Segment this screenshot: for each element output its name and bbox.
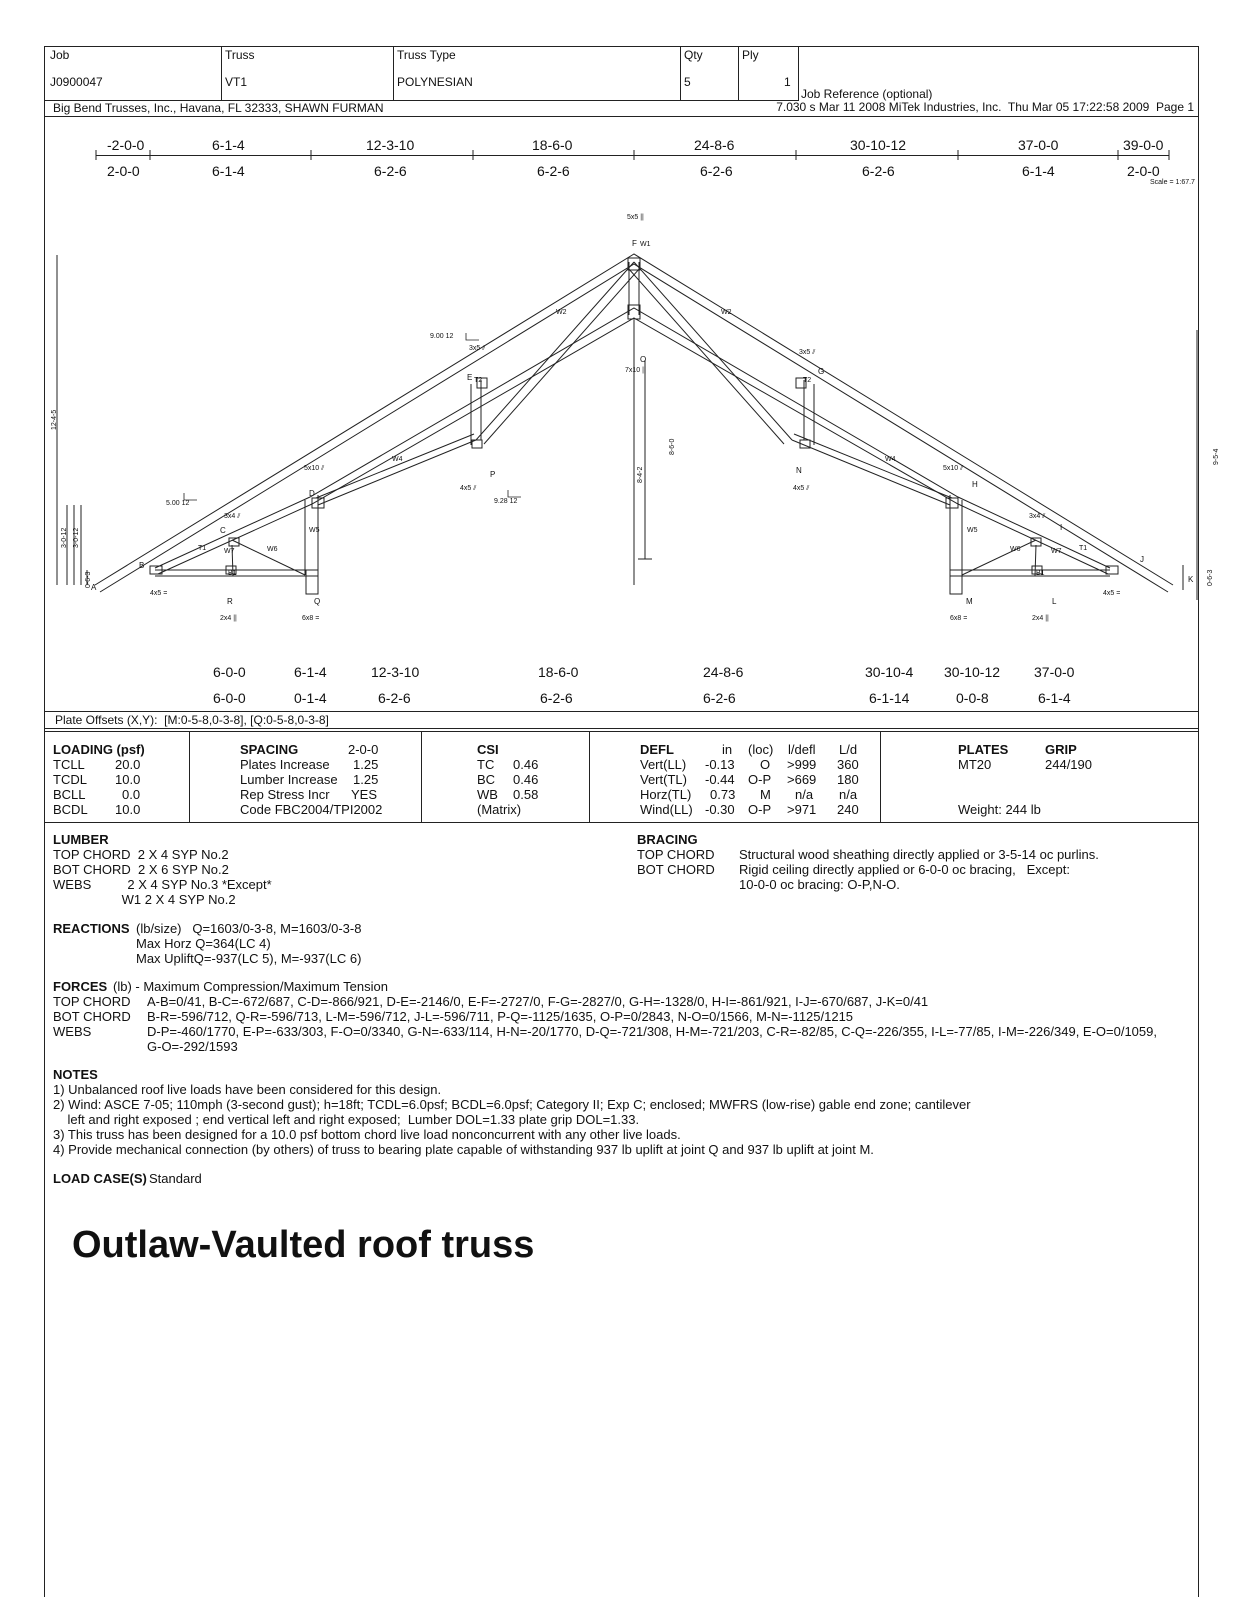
joint-label: H	[972, 480, 978, 489]
plate-offsets: Plate Offsets (X,Y): [M:0-5-8,0-3-8], [Q:0-5-8,0-3-8]	[55, 713, 329, 727]
dim-bottom-lower: 6-2-6	[378, 690, 411, 706]
spacing-val: 1.25	[353, 772, 379, 787]
joint-label: K	[1188, 575, 1194, 584]
dim-top-upper: 37-0-0	[1018, 137, 1059, 153]
weight-value: Weight: 244 lb	[958, 802, 1041, 817]
spacing-key: Rep Stress Incr	[240, 787, 330, 802]
defl-cell: 240	[837, 802, 859, 817]
loading-key: BCDL	[53, 802, 88, 817]
csi-value: 0.46	[513, 757, 539, 772]
joint-label: J	[1140, 555, 1144, 564]
member-label: T1	[198, 545, 207, 552]
ply-value: 1	[784, 75, 791, 89]
job-label: Job	[50, 48, 70, 62]
bracing-text: 10-0-0 oc bracing: O-P,N-O.	[739, 877, 900, 892]
reactions-line: Max Horz Q=364(LC 4)	[136, 936, 271, 951]
dim-bottom-lower: 6-2-6	[540, 690, 573, 706]
dim-bottom-lower: 6-1-4	[1038, 690, 1071, 706]
joint-label: L	[1052, 597, 1057, 606]
dim-bottom-lower: 0-0-8	[956, 690, 989, 706]
csi-value: 0.46	[513, 772, 539, 787]
truss-type-label: Truss Type	[397, 48, 456, 62]
member-label: W2	[556, 309, 567, 316]
dim-bottom-upper: 30-10-4	[865, 664, 914, 680]
dim-bottom-upper: 30-10-12	[944, 664, 1001, 680]
csi-title: CSI	[477, 742, 499, 757]
dim-top-upper: 6-1-4	[212, 137, 245, 153]
defl-cell: n/a	[795, 787, 814, 802]
height-label: 3-0-12	[73, 527, 80, 548]
spacing-value: 2-0-0	[348, 742, 379, 757]
defl-cell: 0.73	[710, 787, 736, 802]
member-label: B1	[1036, 570, 1045, 577]
dim-top-upper: 24-8-6	[694, 137, 735, 153]
dim-top-upper: 12-3-10	[366, 137, 415, 153]
dim-bottom-upper: 18-6-0	[538, 664, 579, 680]
job-reference: Job Reference (optional)	[801, 87, 933, 101]
load-case-value: Standard	[149, 1171, 202, 1186]
dim-top-lower: 2-0-0	[1127, 163, 1160, 179]
defl-col: L/d	[839, 742, 858, 757]
forces-key: BOT CHORD	[53, 1009, 131, 1024]
joint-label: M	[966, 597, 973, 606]
dim-top-upper: 39-0-0	[1123, 137, 1164, 153]
defl-cell: 180	[837, 772, 859, 787]
bracing-key: TOP CHORD	[637, 847, 715, 862]
defl-cell: Vert(TL)	[640, 772, 687, 787]
defl-cell: Vert(LL)	[640, 757, 687, 772]
forces-key: WEBS	[53, 1024, 92, 1039]
truss-drawing	[0, 0, 1256, 640]
joint-label: D	[309, 489, 315, 498]
dim-top-upper: 18-6-0	[532, 137, 573, 153]
height-label: 0-6-3	[85, 571, 92, 588]
joint-label: F	[632, 239, 637, 248]
member-label: W2	[721, 309, 732, 316]
forces-text: G-O=-292/1593	[147, 1039, 238, 1054]
forces-subtitle: (lb) - Maximum Compression/Maximum Tension	[113, 979, 388, 994]
joint-label: O	[640, 355, 647, 364]
joint-label: E	[467, 373, 473, 382]
plates-title: PLATES	[958, 742, 1009, 757]
member-label: W6	[267, 546, 278, 553]
height-label: 0-6-3	[1207, 569, 1214, 586]
forces-text: B-R=-596/712, Q-R=-596/713, L-M=-596/712, J-L=-596/711, P-Q=-1125/1635, O-P=0/2843, N-O=0/1566, M-N=-1125/1215	[147, 1009, 854, 1024]
defl-cell: O-P	[748, 772, 772, 787]
defl-cell: Horz(TL)	[640, 787, 692, 802]
height-label: 12-4-5	[51, 409, 58, 430]
grip-value: 244/190	[1045, 757, 1092, 772]
forces-key: TOP CHORD	[53, 994, 131, 1009]
member-label: W7	[224, 548, 235, 555]
member-label: B1	[228, 570, 237, 577]
csi-key: BC	[477, 772, 496, 787]
defl-cell: Wind(LL)	[640, 802, 693, 817]
member-label: W4	[885, 456, 896, 463]
job-value: J0900047	[50, 75, 103, 89]
height-label: 9-5-4	[1213, 448, 1220, 465]
dim-top-lower: 6-2-6	[862, 163, 895, 179]
truss-label: Truss	[225, 48, 255, 62]
reactions-line: Max UpliftQ=-937(LC 5), M=-937(LC 6)	[136, 951, 362, 966]
lumber-title: LUMBER	[53, 832, 109, 847]
bracing-text: Structural wood sheathing directly applied or 3-5-14 oc purlins.	[739, 847, 1099, 862]
notes-title: NOTES	[53, 1067, 98, 1082]
software-line: 7.030 s Mar 11 2008 MiTek Industries, Inc. Thu Mar 05 17:22:58 2009 Page 1	[776, 100, 1194, 114]
plate-label-n: 4x5 ⫽	[793, 485, 810, 492]
dim-top-lower: 6-2-6	[374, 163, 407, 179]
spacing-val: YES	[351, 787, 378, 802]
dim-bottom-lower: 6-1-14	[869, 690, 910, 706]
dim-bottom-upper: 6-1-4	[294, 664, 327, 680]
plate-label-l: 2x4 ||	[1032, 615, 1049, 622]
note-line: 3) This truss has been designed for a 10.0 psf bottom chord live load nonconcurrent with any other live loads.	[53, 1127, 681, 1142]
company-line: Big Bend Trusses, Inc., Havana, FL 32333, SHAWN FURMAN	[53, 101, 384, 115]
lumber-line: TOP CHORD 2 X 4 SYP No.2	[53, 847, 229, 862]
plate-label-g: 3x5 ⫽	[799, 349, 816, 356]
spacing-key: Lumber Increase	[240, 772, 338, 787]
height-label: 8-4-2	[637, 466, 644, 483]
joint-label: C	[220, 526, 226, 535]
plate-label-b: 4x5 =	[150, 590, 168, 597]
loading-value: 20.0	[115, 757, 141, 772]
dim-bottom-upper: 6-0-0	[213, 664, 246, 680]
plate-label-m: 6x8 =	[950, 615, 968, 622]
member-label: W5	[967, 527, 978, 534]
note-line: 4) Provide mechanical connection (by others) of truss to bearing plate capable of withstanding 937 lb uplift at joint Q and 937 lb uplift at joint M.	[53, 1142, 874, 1157]
truss-type-value: POLYNESIAN	[397, 75, 473, 89]
defl-col: (loc)	[748, 742, 774, 757]
slope-label: 9.28 12	[494, 498, 518, 505]
bracing-key: BOT CHORD	[637, 862, 715, 877]
qty-value: 5	[684, 75, 691, 89]
dim-top-lower: 6-2-6	[537, 163, 570, 179]
csi-value: 0.58	[513, 787, 539, 802]
dim-top-upper: 30-10-12	[850, 137, 907, 153]
defl-cell: >669	[787, 772, 817, 787]
defl-cell: O	[760, 757, 771, 772]
forces-text: D-P=-460/1770, E-P=-633/303, F-O=0/3340, G-N=-633/114, H-N=-20/1770, D-Q=-721/308, H-M=-721/203, C-R=-82/85, C-Q=-226/355, I-L=-77/85, I-M=-226/349, E-O=0/1059,	[147, 1024, 1157, 1039]
joint-label: A	[91, 583, 97, 592]
defl-cell: >971	[787, 802, 817, 817]
member-label: W1	[640, 241, 651, 248]
plate-label-q: 7x10 ||	[625, 367, 646, 374]
note-line: 1) Unbalanced roof live loads have been considered for this design.	[53, 1082, 442, 1097]
plate-label-d: 5x10 ⫽	[304, 465, 325, 472]
ply-label: Ply	[742, 48, 759, 62]
spacing-key: Code FBC2004/TPI2002	[240, 802, 383, 817]
plate-label-r: 2x4 ||	[220, 615, 237, 622]
defl-cell: n/a	[839, 787, 858, 802]
defl-cell: O-P	[748, 802, 772, 817]
defl-cell: -0.30	[705, 802, 735, 817]
member-label: T2	[474, 377, 483, 384]
joint-label: R	[227, 597, 233, 606]
defl-title: DEFL	[640, 742, 674, 757]
lumber-line: BOT CHORD 2 X 6 SYP No.2	[53, 862, 229, 877]
height-label: 8-6-0	[669, 438, 676, 455]
csi-key: (Matrix)	[477, 802, 522, 817]
lumber-line: W1 2 X 4 SYP No.2	[53, 892, 236, 907]
dim-top-lower: 2-0-0	[107, 163, 140, 179]
spacing-val: 1.25	[353, 757, 379, 772]
loading-value: 10.0	[115, 772, 141, 787]
plate-label-h: 5x10 ⫽	[943, 465, 964, 472]
loading-key: TCLL	[53, 757, 85, 772]
plate-label-i: 3x4 ⫽	[1029, 513, 1046, 520]
loading-value: 10.0	[115, 802, 141, 817]
csi-key: TC	[477, 757, 495, 772]
defl-col: l/defl	[788, 742, 816, 757]
plate-label-e: 3x5 ⫽	[469, 345, 486, 352]
defl-cell: >999	[787, 757, 817, 772]
member-label: W5	[309, 527, 320, 534]
joint-label: G	[818, 367, 825, 376]
forces-text: A-B=0/41, B-C=-672/687, C-D=-866/921, D-E=-2146/0, E-F=-2727/0, F-G=-2827/0, G-H=-1328/0, H-I=-861/921, I-J=-670/687, J-K=0/41	[147, 994, 929, 1009]
caption-title: Outlaw-Vaulted roof truss	[72, 1224, 535, 1266]
dim-top-lower: 6-2-6	[700, 163, 733, 179]
height-label: 3-0-12	[61, 527, 68, 548]
forces-title: FORCES	[53, 979, 108, 994]
slope-label: 5.00 12	[166, 500, 190, 507]
grip-title: GRIP	[1045, 742, 1077, 757]
dim-bottom-upper: 24-8-6	[703, 664, 744, 680]
plate-label-c: 3x4 ⫽	[224, 513, 241, 520]
truss-value: VT1	[225, 75, 248, 89]
dim-top-lower: 6-1-4	[1022, 163, 1055, 179]
joint-label: Q	[314, 597, 321, 606]
spacing-title: SPACING	[240, 742, 299, 757]
joint-label: I	[1060, 523, 1063, 532]
plate-label-top: 5x5 ||	[627, 214, 644, 221]
dim-bottom-upper: 12-3-10	[371, 664, 420, 680]
load-case-title: LOAD CASE(S)	[53, 1171, 147, 1186]
reactions-title: REACTIONS	[53, 921, 130, 936]
member-label: T2	[803, 377, 812, 384]
bracing-title: BRACING	[637, 832, 698, 847]
reactions-line: (lb/size) Q=1603/0-3-8, M=1603/0-3-8	[136, 921, 362, 936]
defl-cell: M	[760, 787, 771, 802]
defl-cell: -0.13	[705, 757, 735, 772]
defl-cell: -0.44	[705, 772, 735, 787]
bracing-text: Rigid ceiling directly applied or 6-0-0 oc bracing, Except:	[739, 862, 1070, 877]
slope-label: 9.00 12	[430, 333, 454, 340]
joint-label: B	[139, 561, 145, 570]
dim-top-upper: -2-0-0	[107, 137, 145, 153]
dim-top-lower: 6-1-4	[212, 163, 245, 179]
plate-label-p: 4x5 ⫽	[460, 485, 477, 492]
spacing-key: Plates Increase	[240, 757, 330, 772]
lumber-line: WEBS 2 X 4 SYP No.3 *Except*	[53, 877, 272, 892]
loading-title: LOADING (psf)	[53, 742, 145, 757]
defl-cell: 360	[837, 757, 859, 772]
loading-key: BCLL	[53, 787, 86, 802]
loading-value: 0.0	[122, 787, 141, 802]
plate-label-j: 4x5 =	[1103, 590, 1121, 597]
scale-label: Scale = 1:67.7	[1150, 179, 1195, 186]
plate-label-qbot: 6x8 =	[302, 615, 320, 622]
note-line: left and right exposed ; end vertical left and right exposed; Lumber DOL=1.33 plate grip DOL=1.33.	[53, 1112, 640, 1127]
member-label: W6	[1010, 546, 1021, 553]
defl-col: in	[722, 742, 733, 757]
note-line: 2) Wind: ASCE 7-05; 110mph (3-second gust); h=18ft; TCDL=6.0psf; BCDL=6.0psf; Category II; Exp C; enclosed; MWFRS (low-rise) gable end zone; cantilever	[53, 1097, 971, 1112]
qty-label: Qty	[684, 48, 703, 62]
joint-label: N	[796, 466, 802, 475]
loading-key: TCDL	[53, 772, 87, 787]
member-label: T1	[1079, 545, 1088, 552]
csi-key: WB	[477, 787, 498, 802]
member-label: W4	[392, 456, 403, 463]
dim-bottom-lower: 6-0-0	[213, 690, 246, 706]
member-label: W7	[1051, 548, 1062, 555]
dim-bottom-upper: 37-0-0	[1034, 664, 1075, 680]
dim-bottom-lower: 0-1-4	[294, 690, 327, 706]
plate-type: MT20	[958, 757, 992, 772]
dim-bottom-lower: 6-2-6	[703, 690, 736, 706]
joint-label: P	[490, 470, 496, 479]
